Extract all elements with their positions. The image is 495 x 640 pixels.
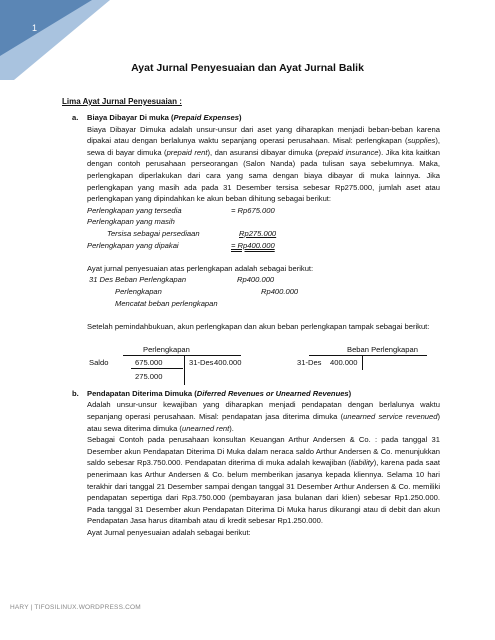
item-b-marker: b. [72,388,79,398]
calc-value: = Rp675.000 [231,205,275,215]
journal-description: Mencatat beban perlengkapan [115,298,218,308]
item-b-heading-text: Pendapatan Diterima Dimuka ( [87,388,197,398]
text-run-italic: prepaid rent [166,147,208,157]
page-number: 1 [32,23,38,33]
calc-value: Rp275.000 [239,228,277,238]
page-footer: HARY | TIFOSILINUX.WORDPRESS.COM [10,604,141,611]
t-account-entry-label: 31-Des [297,357,322,367]
journal-debit-account: 31 Des Beban Perlengkapan [89,275,187,285]
text-run: ), dan asuransi dibayar dimuka ( [207,147,318,157]
document-body [62,112,440,539]
item-b-closing: Ayat Jurnal penyesuaian adalah sebagai berikut: [87,528,251,537]
text-run: ), karena pada saat penerimaan kas Arthur Andersen & Co. belum memberikan jasanya kepada kliennya. Selama 10 hari terakhir dari tanggal 21 Desember sampai dengan tanggal 31 Desember Arthur Andersen & Co. memiliki pendapatan sepertiga dari Rp3.750.000 (pembayaran jasa bulanan dari klien) sebesar Rp1.250.000. Pada tanggal 31 Desember akun Pendapatan Diterima Di Muka harus dikurangi atau di debit dan akun Pendapatan Jasa harus ditambah atau di kredit sebesar Rp1.250.000. [87,458,440,526]
t-account-entry-value: 400.000 [330,357,358,367]
journal-credit-account: Perlengkapan [115,286,162,296]
calc-row [87,205,440,217]
calc-row [87,216,440,228]
t-accounts [87,344,440,388]
text-run-italic: unearned service revenued [343,412,438,422]
page-title: Ayat Jurnal Penyesuaian dan Ayat Jurnal Balik [131,62,364,74]
item-b-heading-italic: Diferred Revenues or Unearned Revenues [196,388,349,398]
calc-label: Tersisa sebagai persediaan [107,228,200,238]
text-run: ). [229,423,234,433]
t-account-entry-label: 31-Des [189,357,214,367]
item-b-paragraph-1 [87,399,440,434]
t-account-entry-label: Saldo [89,357,109,367]
calc-row [87,240,440,252]
journal-credit-amount: Rp400.000 [261,286,299,296]
item-b-heading [72,388,440,400]
item-a-heading-text: Biaya Dibayar Di muka ( [87,113,174,122]
text-run: ). Jika kita kaitkan dengan contoh perusahaan perseorangan (Salon Nanda) pada tulisan saya sebelumnya. Maka, perlengkapan diperlakukan dari cara yang sama dengan biaya dibayar di muka lainnya. Jika perlengkapan yang masih ada pada 31 Desember tersisa sebesar Rp275.000, jumlah aset atau perlengkapan yang dipindahkan ke akun beban dihitung sebagai berikut: [87,147,441,204]
t-account-title: Perlengkapan [143,344,190,354]
text-run: Biaya Dibayar Dimuka adalah unsur-unsur dari aset yang diharapkan menjadi beban-beban karena dipakai atau dengan berlalunya waktu sepanjang operasi perusahaan. Misal: perlengkapan ( [87,124,440,146]
section-heading: Lima Ayat Jurnal Penyesuaian : [62,97,182,106]
calc-value: = Rp400.000 [231,240,275,250]
item-a-heading-close: ) [238,113,242,122]
t-account-entry-value: 675.000 [135,357,163,367]
t-account-entry-value: 400.000 [214,357,242,367]
item-a-heading [72,112,440,124]
t-account-balance: 275.000 [135,371,163,381]
text-run-italic: supplies [407,136,436,146]
calc-label: Perlengkapan yang dipakai [87,240,179,250]
item-a-paragraph [87,124,440,205]
text-run: Adalah unsur-unsur kewajiban yang diharapkan menjadi pendapatan dengan berlalunya waktu sepanjang operasi perusahaan. Misal: pendapatan jasa diterima dimuka ( [87,400,440,422]
item-a-heading-italic: Prepaid Expenses [173,113,239,122]
text-run-italic: prepaid insurance [317,147,379,157]
journal-row [87,298,440,310]
text-run: ) atau sewa diterima dimuka ( [87,412,440,433]
text-run-italic: unearned rent [181,423,230,433]
item-b-paragraph-2 [87,434,440,527]
calc-label: Perlengkapan yang tersedia [87,205,182,215]
posting-intro: Setelah pemindahbukuan, akun perlengkapan dan akun beban perlengkapan tampak sebagai berikut: [87,321,430,331]
journal-row [87,274,440,286]
t-account-title: Beban Perlengkapan [347,344,418,354]
text-run-italic: liability [350,458,374,468]
text-run: Sebagai Contoh pada perusahaan konsultan Keuangan Arthur Andersen & Co. : pada tanggal 31 Desember akun Pendapatan Diterima Di Muka dalam neraca saldo Arthur Andersen & Co. menunjukkan saldo sebesar Rp3.750.000. Pendapatan diterima di muka adalah kewajiban ( [87,435,440,468]
calc-label: Perlengkapan yang masih [87,217,175,227]
journal-row [87,286,440,298]
journal-intro: Ayat jurnal penyesuaian atas perlengkapan adalah sebagai berikut: [87,263,314,273]
journal-debit-amount: Rp400.000 [237,275,275,285]
item-a-marker: a. [72,113,79,122]
text-run: ), sewa di bayar dimuka ( [87,136,440,157]
calc-row [87,228,440,240]
item-b-heading-close: ) [348,388,352,398]
